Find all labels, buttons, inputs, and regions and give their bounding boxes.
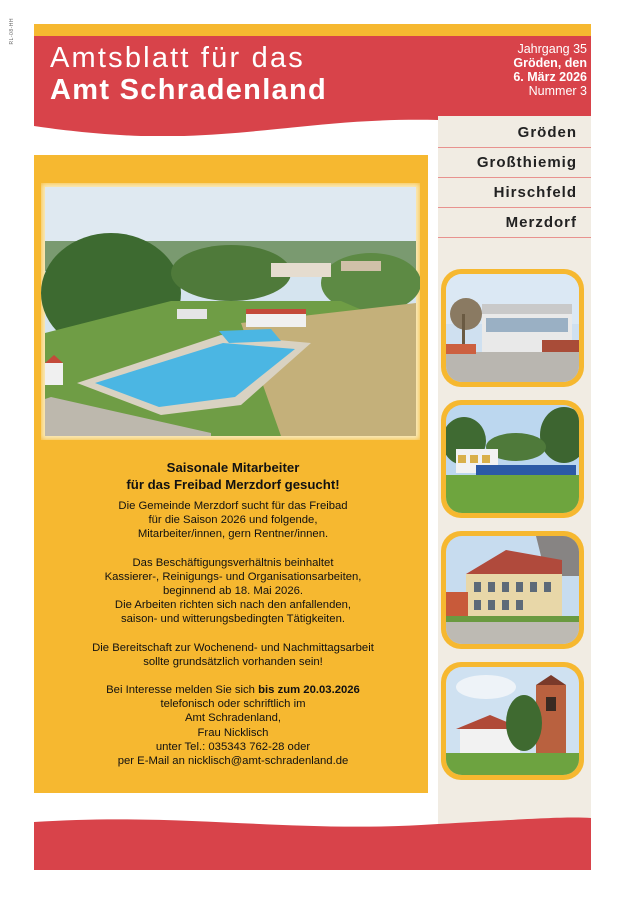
poster-text [40, 459, 426, 768]
place-grossthiemig: Großthiemig [438, 148, 591, 178]
place-groeden: Gröden [438, 118, 591, 148]
text-line: Das Beschäftigungsverhältnis beinhaltet [132, 556, 334, 569]
masthead-title-line1: Amtsblatt für das [50, 42, 305, 74]
place-list [438, 118, 591, 238]
footer-band [34, 812, 591, 870]
issue-volume: Jahrgang 35 [517, 42, 587, 56]
thumbnail-sports-hall [441, 269, 584, 387]
contact-email: per E-Mail an nicklisch@amt-schradenland.de [117, 755, 349, 768]
issue-number: Nummer 3 [528, 84, 587, 98]
place-merzdorf: Merzdorf [438, 208, 591, 238]
church-tower-photo-icon [446, 667, 579, 775]
poster-paragraph-3 [40, 641, 426, 669]
text-line: sollte grundsätzlich vorhanden sein! [143, 655, 323, 668]
issue-info [513, 42, 587, 98]
thumbnail-sports-ground [441, 400, 584, 518]
contact-person: Frau Nicklisch [197, 726, 269, 739]
text-line: beginnend ab 18. Mai 2026. [162, 585, 304, 598]
text-line: telefonisch oder schriftlich im [160, 698, 306, 711]
text-line: Amt Schradenland, [184, 712, 282, 725]
text-line: Die Gemeinde Merzdorf sucht für das Freibad [118, 500, 348, 512]
text-line: Mitarbeiter/innen, gern Rentner/innen. [137, 528, 329, 541]
text-line: Bei Interesse melden Sie sich [106, 684, 259, 697]
open-air-pool-photo-icon [41, 183, 420, 440]
text-line: Kassierer-, Reinigungs- und Organisationsarbeiten, [104, 570, 362, 583]
issue-place: Gröden, den [513, 56, 587, 70]
issue-date: 6. März 2026 [513, 70, 587, 84]
top-strip [34, 24, 591, 36]
text-line: für die Saison 2026 und folgende, [148, 514, 318, 527]
sports-hall-photo-icon [446, 274, 579, 382]
poster-paragraph-2 [40, 556, 426, 627]
thumbnail-church [441, 662, 584, 780]
poster-paragraph-1 [40, 499, 426, 542]
text-line: Die Bereitschaft zur Wochenend- und Nachmittagsarbeit [92, 641, 374, 654]
thumbnail-school [441, 531, 584, 649]
place-hirschfeld: Hirschfeld [438, 178, 591, 208]
poster-paragraph-4 [40, 683, 426, 768]
poster-headline-1: Saisonale Mitarbeiter [166, 460, 300, 475]
text-line: Die Arbeiten richten sich nach den anfallenden, [114, 599, 352, 612]
school-building-photo-icon [446, 536, 579, 644]
sports-ground-photo-icon [446, 405, 579, 513]
contact-phone: unter Tel.: 035343 762-28 oder [155, 740, 311, 753]
masthead-title-line2: Amt Schradenland [50, 74, 328, 106]
text-line: saison- und witterungsbedingten Tätigkeiten. [121, 613, 345, 626]
deadline-date: bis zum 20.03.2026 [258, 684, 360, 697]
poster-headline-2: für das Freibad Merzdorf gesucht! [126, 477, 340, 492]
side-code: RL-08-HH [9, 18, 15, 45]
